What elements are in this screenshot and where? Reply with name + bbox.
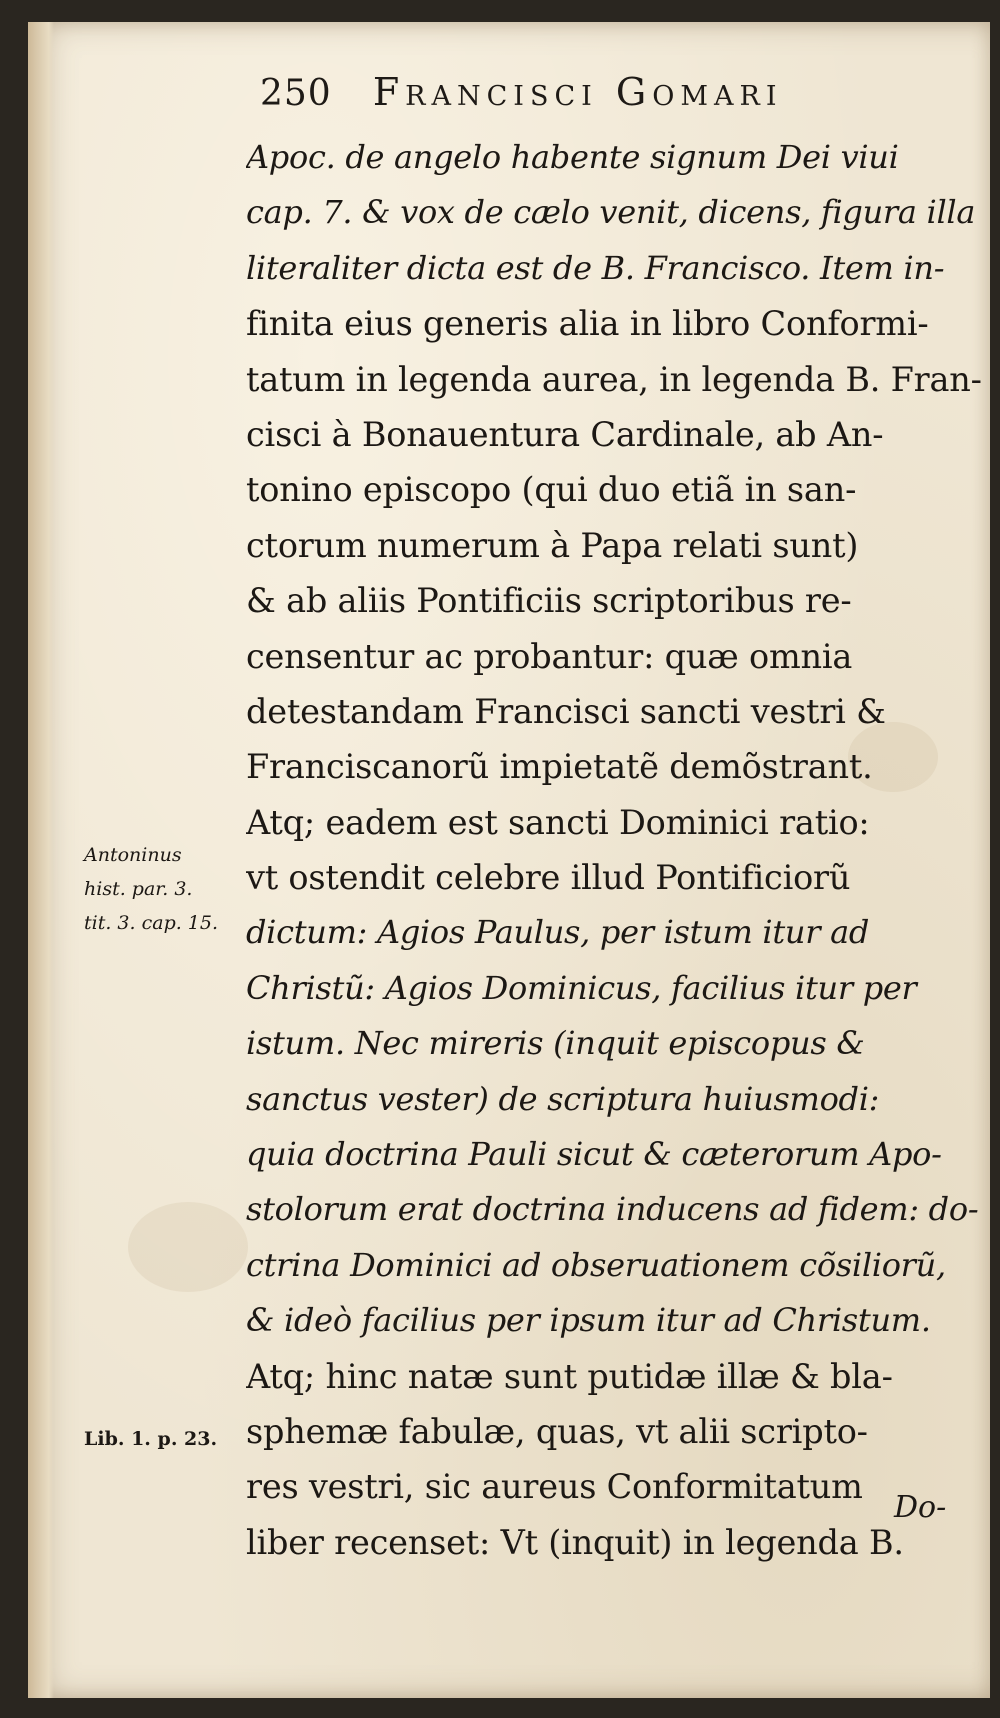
margin-note-line: hist. par. 3. — [84, 878, 193, 900]
book-page — [28, 22, 990, 1698]
margin-note-line: Antoninus — [84, 844, 182, 866]
text-line: res vestri, sic aureus Conformitatum — [246, 1467, 863, 1507]
text-line: istum. Nec mireris (inquit episcopus & — [246, 1024, 865, 1063]
text-line: detestandam Francisci sancti vestri & — [246, 691, 886, 731]
running-head: Francisci Gomari — [372, 70, 783, 114]
text-line: Atq; hinc natæ sunt putidæ illæ & bla- — [246, 1356, 893, 1396]
text-line: sanctus vester) de scriptura huiusmodi: — [246, 1079, 880, 1118]
margin-note-line: tit. 3. cap. 15. — [84, 912, 219, 934]
text-line: & ab aliis Pontificiis scriptoribus re- — [246, 581, 852, 621]
page-number: 250 — [260, 73, 332, 114]
text-line: & ideò facilius per ipsum itur ad Christum. — [246, 1301, 931, 1340]
text-line: ctorum numerum à Papa relati sunt) — [246, 525, 859, 565]
text-line: Apoc. de angelo habente signum Dei viui — [246, 138, 899, 176]
text-line: dictum: Agios Paulus, per istum itur ad — [246, 913, 870, 952]
text-line: liber recenset: Vt (inquit) in legenda B. — [246, 1522, 904, 1562]
text-line: sphemæ fabulæ, quas, vt alii scripto- — [246, 1411, 868, 1451]
body-text — [246, 130, 986, 1570]
page-header — [260, 70, 960, 130]
text-line: quia doctrina Pauli sicut & cæterorum Apo- — [246, 1135, 942, 1174]
text-line: cap. 7. & vox de cælo venit, dicens, figura illa — [246, 193, 976, 232]
text-line: Christũ: Agios Dominicus, facilius itur per — [246, 968, 917, 1007]
text-line: finita eius generis alia in libro Conformi- — [246, 304, 929, 344]
paper-stain — [128, 1202, 248, 1292]
margin-note-antoninus — [84, 838, 218, 940]
page-gutter — [28, 22, 54, 1698]
text-line: tonino episcopo (qui duo etiã in san- — [246, 470, 857, 510]
text-line: tatum in legenda aurea, in legenda B. Fran- — [246, 359, 982, 399]
catchword: Do- — [894, 1490, 947, 1525]
text-line: literaliter dicta est de B. Francisco. Item in- — [246, 248, 945, 287]
text-line: censentur ac probantur: quæ omnia — [246, 636, 853, 676]
text-line: cisci à Bonauentura Cardinale, ab An- — [246, 414, 884, 454]
margin-note-lib: Lib. 1. p. 23. — [84, 1428, 218, 1450]
text-line: Franciscanorũ impietatẽ demõstrant. — [246, 747, 873, 787]
text-line: stolorum erat doctrina inducens ad fidem: do- — [246, 1190, 979, 1229]
text-line: Atq; eadem est sancti Dominici ratio: — [246, 802, 870, 842]
text-line: ctrina Dominici ad obseruationem cõsiliorũ, — [246, 1245, 946, 1284]
text-line: vt ostendit celebre illud Pontificiorũ — [246, 858, 851, 898]
